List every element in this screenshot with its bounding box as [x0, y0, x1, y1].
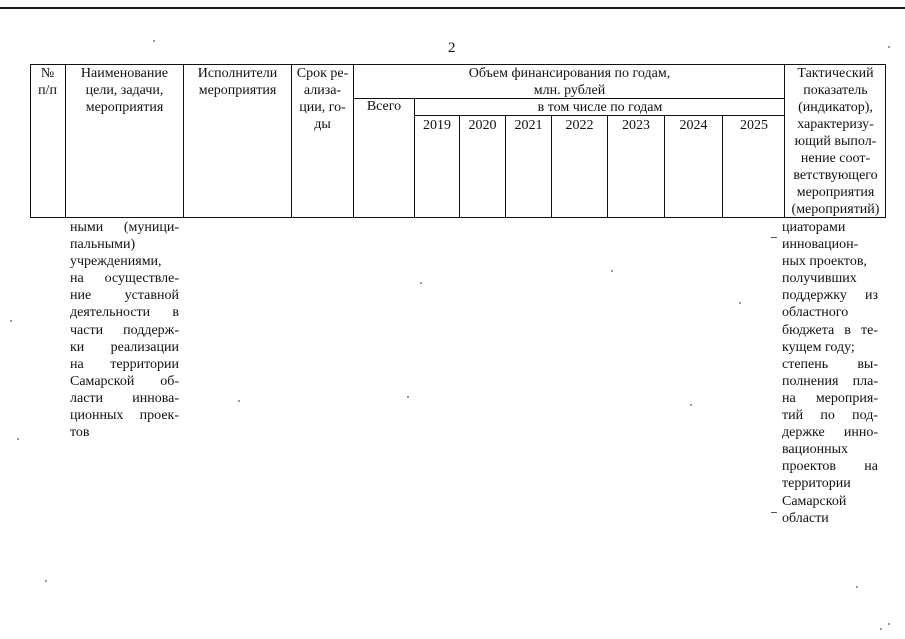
text-line: территории — [782, 476, 851, 492]
text-line: области — [782, 510, 829, 526]
top-border-line — [0, 7, 905, 9]
year-2021: 2021 — [514, 118, 543, 133]
header-executors: Исполнители мероприятия — [197, 66, 278, 98]
table-bottom-border — [30, 217, 886, 218]
text-line: тов — [70, 425, 90, 441]
year-2024: 2024 — [679, 118, 708, 133]
text-line: учреждениями, — [70, 254, 162, 270]
year-2023: 2023 — [622, 118, 650, 133]
scan-speck — [690, 404, 692, 406]
indicator-column-continuation — [782, 219, 878, 527]
text-line: части поддерж- — [70, 322, 179, 338]
text-line: областного — [782, 305, 849, 321]
table-header — [30, 64, 886, 218]
scan-speck — [880, 628, 882, 630]
table-right-border — [885, 64, 886, 218]
text-line: Самарской об- — [70, 373, 179, 389]
text-line: ных проектов, — [782, 254, 867, 270]
text-line: полнения пла- — [782, 373, 878, 389]
text-line: ционных проек- — [70, 408, 179, 424]
text-line: бюджета в те- — [782, 322, 878, 338]
header-by-years: в том числе по годам — [537, 100, 663, 115]
text-line: ласти иннова- — [70, 390, 179, 406]
text-line: степень вы- — [782, 356, 878, 372]
text-line: тий по под- — [782, 408, 878, 424]
scan-speck — [856, 586, 858, 588]
text-line: Самарской — [782, 493, 847, 509]
text-line: ными (муници- — [70, 220, 179, 235]
text-line: ки реализации — [70, 339, 179, 355]
text-line: инновацион- — [782, 237, 859, 253]
scan-speck — [739, 302, 741, 304]
header-name: Наименование цели, задачи, мероприятия — [80, 66, 169, 115]
scan-speck — [45, 580, 47, 582]
name-column-continuation — [70, 219, 179, 441]
text-line: поддержку из — [782, 288, 878, 304]
year-2022: 2022 — [565, 118, 594, 133]
scan-speck — [17, 438, 19, 440]
column-divider — [414, 98, 415, 218]
text-line: пальными) — [70, 237, 136, 253]
scan-speck — [888, 623, 890, 625]
text-line: циаторами — [782, 220, 846, 235]
header-indicator: Тактический показатель (индикатор), характеризу- ющий выпол- нение соот- ветствующего мероприятия (мероприятий) — [791, 66, 880, 217]
year-2025: 2025 — [740, 118, 768, 133]
header-number: № п/п — [38, 66, 57, 98]
text-line: на территории — [70, 356, 179, 372]
year-2019: 2019 — [423, 118, 451, 133]
text-line: проектов на — [782, 459, 878, 475]
scan-speck — [611, 270, 613, 272]
scan-mark — [771, 512, 777, 513]
text-line: получивших — [782, 271, 857, 287]
scan-speck — [888, 46, 890, 48]
header-financing: Объем финансирования по годам, млн. рублей — [468, 66, 671, 98]
text-line: вационных — [782, 442, 849, 458]
header-total: Всего — [366, 99, 402, 114]
scan-speck — [407, 396, 409, 398]
page-number: 2 — [448, 40, 456, 56]
scan-speck — [153, 40, 155, 42]
scan-speck — [238, 400, 240, 402]
text-line: держке инно- — [782, 425, 878, 441]
scan-speck — [420, 282, 422, 284]
text-line: кущем году; — [782, 339, 855, 355]
text-line: деятельности в — [70, 305, 179, 321]
header-period: Срок ре- ализа- ции, го- ды — [296, 66, 349, 132]
text-line: на мероприя- — [782, 390, 878, 406]
text-line: ние уставной — [70, 288, 179, 304]
year-2020: 2020 — [468, 118, 497, 133]
scan-speck — [10, 320, 12, 322]
scan-mark — [771, 237, 777, 238]
text-line: на осуществле- — [70, 271, 179, 287]
